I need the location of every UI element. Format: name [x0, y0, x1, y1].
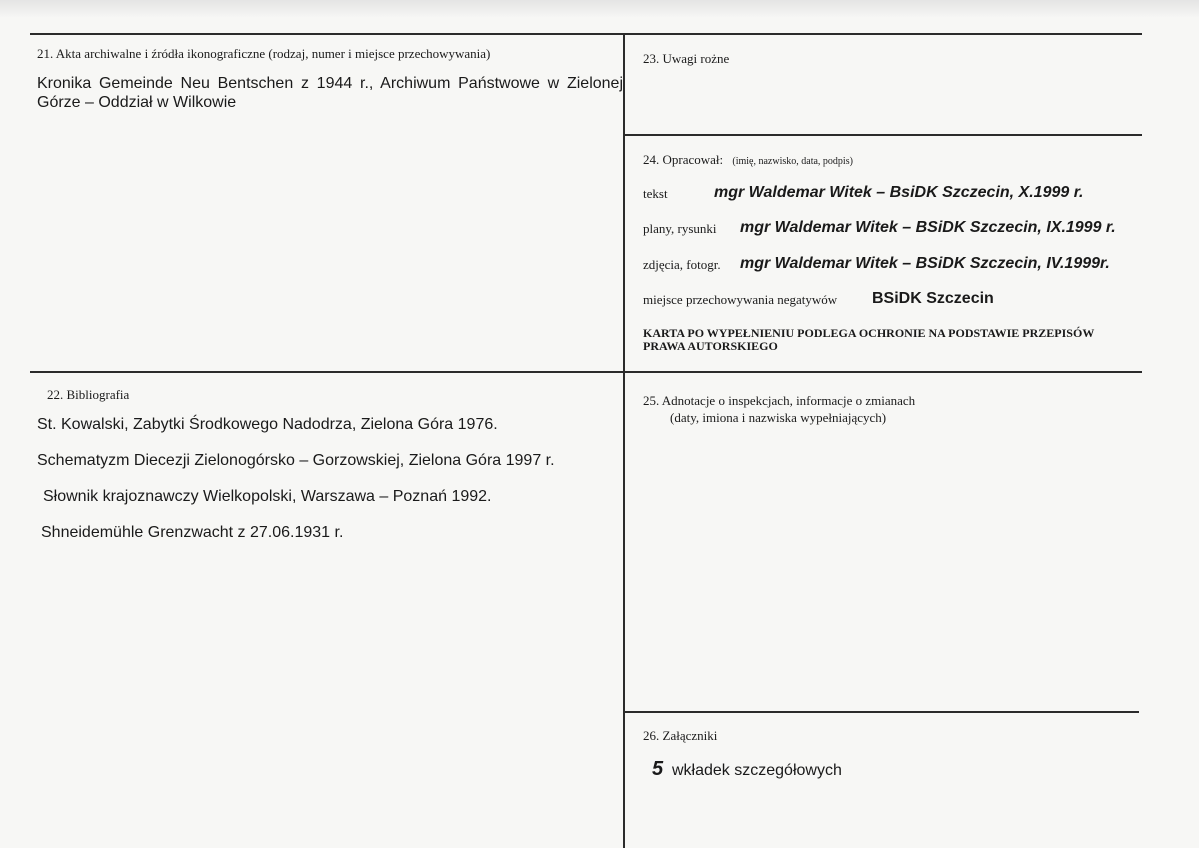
center-divider-line: [623, 33, 625, 848]
divider-23-24: [625, 134, 1142, 136]
copyright-notice: KARTA PO WYPEŁNIENIU PODLEGA OCHRONIE NA PODSTAWIE PRZEPISÓW PRAWA AUTORSKIEGO: [643, 326, 1095, 353]
bibliography-item: Słownik krajoznawczy Wielkopolski, Warszawa – Poznań 1992.: [43, 488, 492, 505]
author-row-value: mgr Waldemar Witek – BsiDK Szczecin, X.1999 r.: [714, 184, 1084, 201]
section-25-label-line2: (daty, imiona i nazwiska wypełniających): [670, 410, 887, 425]
middle-divider-line: [30, 371, 1142, 373]
bibliography-item: St. Kowalski, Zabytki Środkowego Nadodrza, Zielona Góra 1976.: [37, 416, 498, 433]
section-21-label: 21. Akta archiwalne i źródła ikonograficzne (rodzaj, numer i miejsce przechowywania): [37, 46, 491, 61]
attachments-content: wkładek szczegółowych: [672, 762, 842, 779]
section-21-content: Kronika Gemeinde Neu Bentschen z 1944 r., Archiwum Państwowe w Zielonej Górze – Oddział w Wilkowie: [37, 75, 623, 111]
author-row-label: plany, rysunki: [643, 221, 717, 236]
author-row-value: mgr Waldemar Witek – BSiDK Szczecin, IV.1999r.: [740, 255, 1110, 272]
top-border-line: [30, 33, 1142, 35]
author-row-label: tekst: [643, 186, 668, 201]
section-23-label: 23. Uwagi rożne: [643, 51, 730, 66]
bibliography-item: Schematyzm Diecezji Zielonogórsko – Gorzowskiej, Zielona Góra 1997 r.: [37, 452, 555, 469]
scan-edge: [0, 0, 1199, 18]
section-24-label: [643, 152, 853, 168]
section-24-label-text: 24. Opracował:: [643, 152, 724, 167]
section-25-label: 25. Adnotacje o inspekcjach, informacje o zmianach: [643, 393, 916, 408]
attachments-count: 5: [652, 758, 664, 780]
author-row-value: mgr Waldemar Witek – BSiDK Szczecin, IX.1999 r.: [740, 219, 1116, 236]
author-row-label: zdjęcia, fotogr.: [643, 257, 721, 272]
section-22-label: 22. Bibliografia: [47, 387, 130, 402]
negatives-value: BSiDK Szczecin: [872, 290, 994, 307]
section-24-label-note: (imię, nazwisko, data, podpis): [732, 156, 853, 167]
bibliography-item: Shneidemühle Grenzwacht z 27.06.1931 r.: [41, 524, 344, 541]
section-26-label: 26. Załączniki: [643, 728, 718, 743]
negatives-label: miejsce przechowywania negatywów: [643, 292, 838, 307]
divider-25-26: [625, 711, 1139, 713]
